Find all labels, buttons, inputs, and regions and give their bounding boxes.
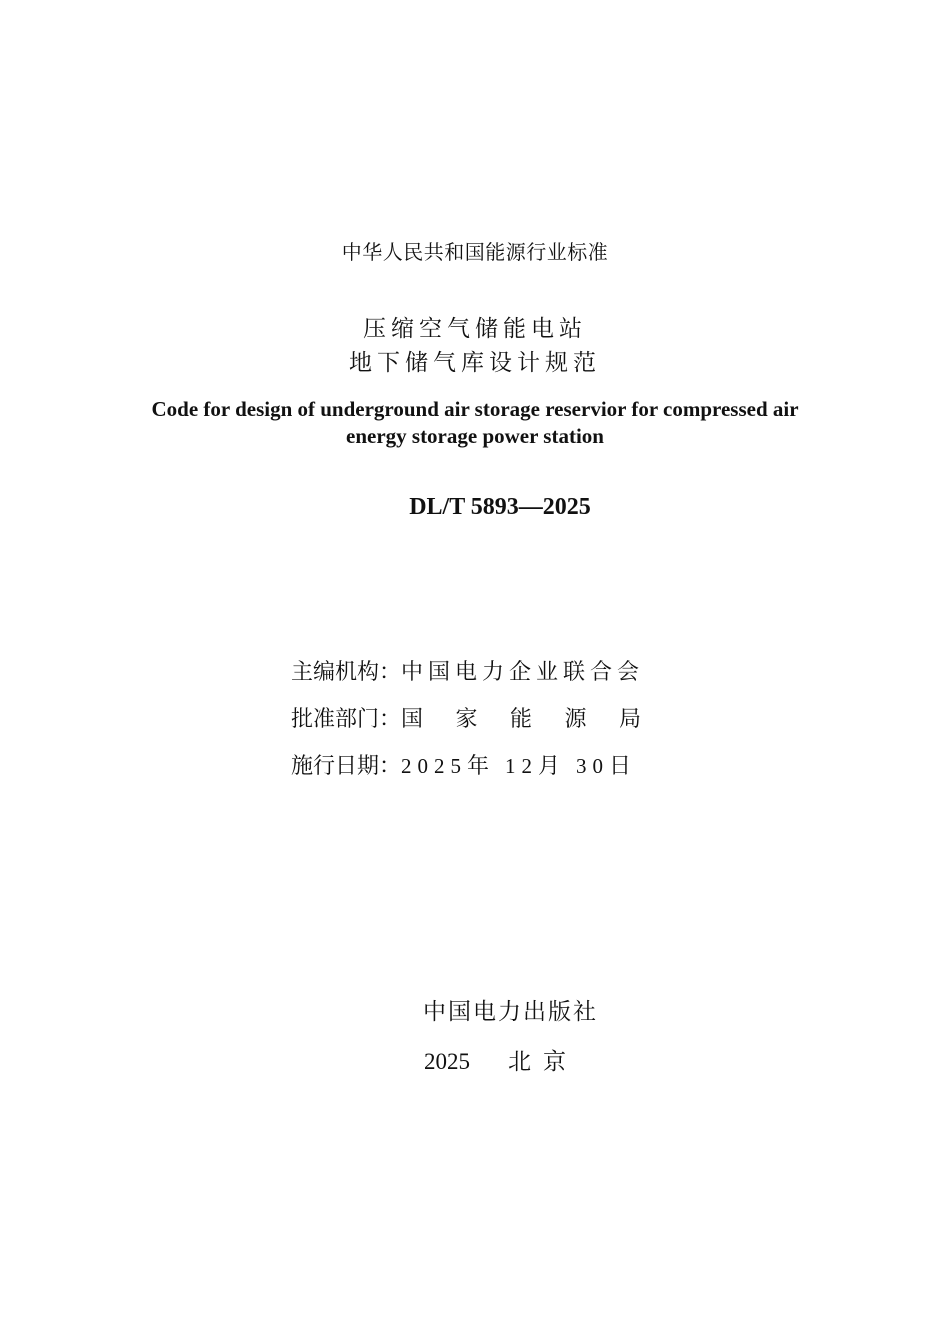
effective-date-label: 施行日期： — [291, 754, 402, 779]
approver-char: 能 — [509, 707, 532, 732]
publication-city: 北京 — [508, 1049, 578, 1075]
date-day: 30 — [576, 754, 610, 778]
date-year: 2025 — [401, 754, 468, 778]
editor-label: 主编机构： — [291, 660, 402, 685]
english-title-line-2: energy storage power station — [346, 424, 604, 448]
publisher-name: 中国电力出版社 — [423, 999, 598, 1025]
effective-date-row — [291, 749, 631, 780]
approver-value — [401, 702, 641, 733]
date-month-unit: 月 — [538, 754, 561, 779]
date-day-unit: 日 — [609, 754, 632, 779]
date-year-unit: 年 — [467, 754, 490, 779]
publication-line — [424, 1043, 578, 1076]
approver-char: 局 — [618, 707, 641, 732]
editor-value: 中国电力企业联合会 — [401, 660, 645, 685]
approver-label: 批准部门： — [291, 707, 402, 732]
english-title-line-1: Code for design of underground air storage reservior for compressed air — [151, 397, 799, 421]
approver-char: 国 — [401, 707, 424, 732]
approver-row — [291, 702, 641, 733]
standard-number: DL/T 5893—2025 — [409, 494, 591, 520]
chinese-title-line-1: 压缩空气储能电站 — [363, 316, 587, 342]
editor-row — [291, 655, 644, 686]
chinese-title-line-2: 地下储气库设计规范 — [349, 350, 601, 376]
approver-char: 源 — [564, 707, 587, 732]
approver-char: 家 — [455, 707, 478, 732]
effective-date-value — [401, 749, 631, 780]
issuer-line: 中华人民共和国能源行业标准 — [341, 240, 609, 264]
publication-year: 2025 — [424, 1049, 470, 1074]
date-month: 12 — [505, 754, 539, 778]
